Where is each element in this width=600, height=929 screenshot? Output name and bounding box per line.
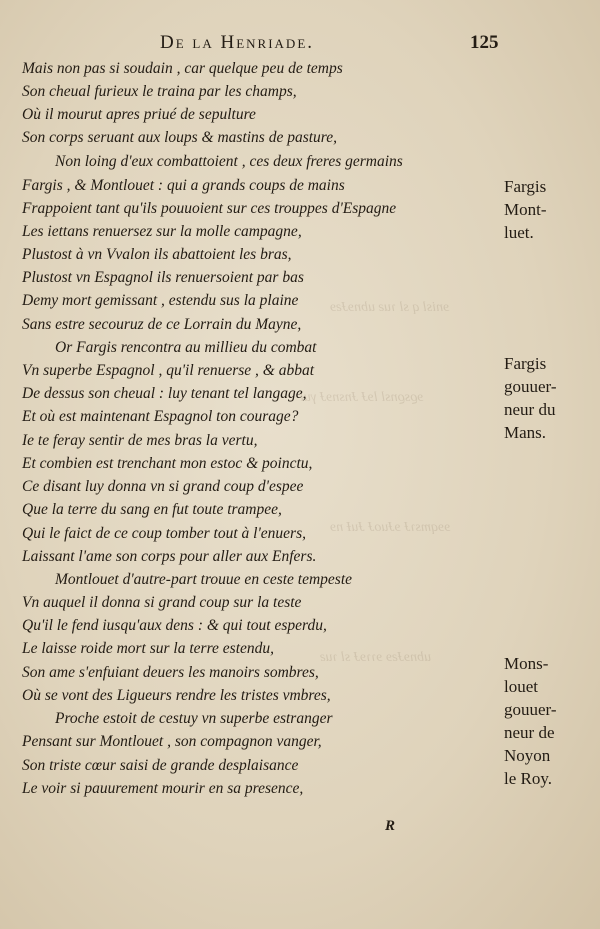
verse-line: Laissant l'ame son corps pour aller aux Enfers. — [22, 548, 317, 565]
verse-line: Sans estre secouruz de ce Lorrain du Mayne, — [22, 316, 302, 333]
page-header — [0, 30, 600, 60]
verse-line: Qui le faict de ce coup tomber tout à l'enuers, — [22, 525, 306, 542]
verse-line: Où se vont des Ligueurs rendre les tristes vmbres, — [22, 687, 331, 704]
verse-line: Son ame s'enfuiant deuers les manoirs sombres, — [22, 664, 319, 681]
verse-line: De dessus son cheual : luy tenant tel langage, — [22, 385, 307, 402]
verse-line: Plustost à vn Vvalon ils abattoient les bras, — [22, 246, 292, 263]
verse-line: Et où est maintenant Espagnol ton courage? — [22, 408, 299, 425]
verse-line: Son triste cœur saisi de grande desplaisance — [22, 757, 299, 774]
margin-note: Fargis Mont- luet. — [504, 177, 547, 242]
verse-line: Demy mort gemissant , estendu sus la plaine — [22, 292, 299, 309]
page-number: 125 — [470, 32, 499, 53]
signature-mark: R — [385, 818, 396, 834]
show-through-text: ɘɘqmsɿɈ ɘɈuoɈ ɈuƗ nɘ — [330, 520, 451, 535]
verse-line: Son cheual furieux le traina par les champs, — [22, 83, 297, 100]
verse-line: Le voir si pauurement mourir en sa presence, — [22, 780, 304, 797]
verse-line: Proche estoit de cestuy vn superbe estranger — [55, 710, 333, 727]
show-through-text: ubnɘɈƨɘ ɘɿɿɘɈ sl ɿuƨ — [320, 650, 432, 665]
verse-line: Mais non pas si soudain , car quelque peu de temps — [22, 60, 343, 77]
verse-line: Et combien est trenchant mon estoc & poinctu, — [22, 455, 313, 472]
margin-note: Mons- louet gouuer- neur de Noyon le Roy. — [504, 654, 557, 788]
verse-line: Plustost vn Espagnol ils renuersoient par bas — [22, 269, 304, 286]
verse-line: Que la terre du sang en fut toute trampee, — [22, 501, 282, 518]
verse-line: Qu'il le fend iusqu'aux dens : & qui tout esperdu, — [22, 617, 327, 634]
verse-line: Fargis , & Montlouet : qui a grands coups de mains — [22, 177, 345, 194]
verse-line: Vn superbe Espagnol , qu'il renuerse , & abbat — [22, 362, 315, 379]
verse-line: Les iettans renuersez sur la molle campagne, — [22, 223, 302, 240]
verse-line: Pensant sur Montlouet , son compagnon vanger, — [22, 733, 322, 750]
verse-line: Ce disant luy donna vn si grand coup d'espee — [22, 478, 304, 495]
verse-line: Montlouet d'autre-part trouue en ceste tempeste — [55, 571, 353, 588]
margin-note: Fargis gouuer- neur du Mans. — [504, 354, 557, 442]
verse-line: Le laisse roide mort sur la terre estendu, — [22, 640, 275, 657]
verse-line: Son corps seruant aux loups & mastins de pasture, — [22, 129, 338, 146]
verse-line: Vn auquel il donna si grand coup sur la teste — [22, 594, 302, 611]
running-title: De la Henriade. — [160, 32, 315, 53]
show-through-text: ɘϱsϱnsl lɘɈ ɈnsnɘɈ γul — [300, 390, 424, 405]
verse-line: Ie te feray sentir de mes bras la vertu, — [22, 432, 258, 449]
verse-line: Or Fargis rencontra au millieu du combat — [55, 339, 317, 356]
verse-line: Non loing d'eux combattoient , ces deux freres germains — [55, 153, 403, 170]
show-through-text: ɘnisl q sl ɿuƨ ubnɘɈƨɘ — [330, 300, 450, 315]
verse-line: Frappoient tant qu'ils pouuoient sur ces trouppes d'Espagne — [22, 200, 397, 217]
verse-line: Où il mourut apres priué de sepulture — [22, 106, 256, 123]
